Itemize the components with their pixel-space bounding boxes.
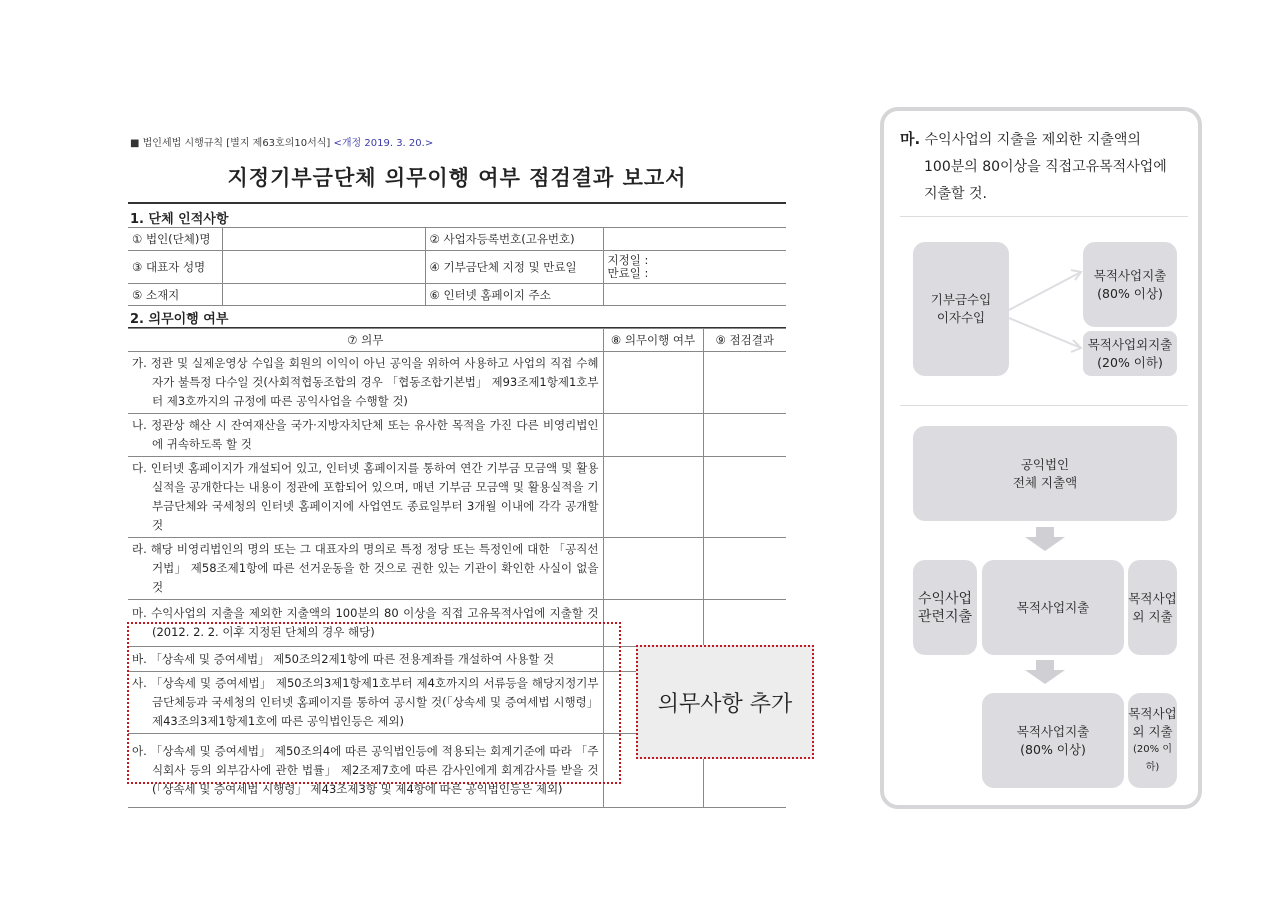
duty-ra: 라. 해당 비영리법인의 명의 또는 그 대표자의 명의로 특정 정당 또는 특정인에 대한 「공직선거법」 제58조제1항에 따른 선거운동을 한 것으로 권한 있는 기관이 확인한 사실이 없을 것: [128, 538, 603, 600]
section1-heading: 1. 단체 인적사항: [130, 212, 229, 227]
compliance-cell[interactable]: [603, 457, 703, 538]
box-text: 외 지출: [1132, 723, 1173, 739]
label-rep: ③ 대표자 성명: [128, 251, 222, 284]
box-text: 목적사업: [1128, 590, 1177, 606]
panel-divider: [900, 405, 1188, 406]
purpose-spending-box: [1083, 242, 1177, 327]
label-regno: ② 사업자등록번호(고유번호): [425, 228, 603, 251]
designated-date: 지정일 :: [607, 253, 649, 267]
section2-heading: 2. 의무이행 여부: [130, 312, 229, 327]
box-text: 관련지출: [917, 608, 973, 625]
purpose-box: [982, 560, 1124, 655]
label-dates: ④ 기부금단체 지정 및 만료일: [425, 251, 603, 284]
added-duties-callout: 의무사항 추가: [636, 645, 814, 759]
panel-label: 마.: [900, 130, 921, 148]
page-title: 지정기부금단체 의무이행 여부 점검결과 보고서: [227, 166, 687, 190]
label-name: ① 법인(단체)명: [128, 228, 222, 251]
col-result: ⑨ 점검결과: [703, 329, 786, 352]
label-address: ⑤ 소재지: [128, 284, 222, 306]
purpose-80-box: [982, 693, 1124, 788]
form-reference-text: ■ 법인세법 시행규칙 [별지 제63호의10서식]: [130, 138, 331, 149]
box-text: 전체 지출액: [1012, 474, 1078, 490]
divider: [128, 202, 786, 204]
panel-divider: [900, 216, 1188, 217]
non-purpose-box: [1128, 560, 1177, 655]
box-text: 목적사업: [1128, 705, 1177, 721]
split-arrows-icon: [1009, 260, 1085, 360]
box-text: (20% 이하): [1133, 743, 1172, 773]
duty-ba: 바. 「상속세 및 증여세법」 제50조의2제1항에 따른 전용계좌를 개설하여 사용할 것: [128, 647, 603, 672]
box-text: 목적사업지출: [1016, 599, 1090, 615]
panel-line: 수익사업의 지출을 제외한 지출액의: [924, 132, 1141, 148]
compliance-cell[interactable]: [603, 414, 703, 457]
box-text: 기부금수입: [930, 292, 992, 307]
box-text: 목적사업외지출: [1087, 336, 1173, 352]
address-field[interactable]: [222, 284, 425, 306]
panel-line: 100분의 80이상을 직접고유목적사업에: [924, 159, 1167, 175]
income-box: [913, 242, 1009, 376]
rep-field[interactable]: [222, 251, 425, 284]
box-text: 목적사업지출: [1016, 723, 1090, 739]
dates-field[interactable]: [603, 251, 786, 284]
duty-ma: 마. 수익사업의 지출을 제외한 지출액의 100분의 80 이상을 직접 고유목적사업에 지출할 것(2012. 2. 2. 이후 지정된 단체의 경우 해당): [128, 600, 603, 647]
box-text: 외 지출: [1132, 608, 1173, 624]
box-text: (20% 이하): [1097, 354, 1163, 370]
total-spending-box: [913, 426, 1177, 521]
regno-field[interactable]: [603, 228, 786, 251]
col-compliance: ⑧ 의무이행 여부: [603, 329, 703, 352]
expiry-date: 만료일 :: [607, 266, 649, 280]
form-reference: [130, 134, 433, 149]
box-text: (80% 이상): [1097, 285, 1163, 301]
info-table: [128, 227, 786, 306]
box-text: 수익사업: [917, 590, 973, 607]
down-arrow-icon: [1025, 537, 1065, 551]
result-cell[interactable]: [703, 600, 786, 647]
box-text: 목적사업지출: [1093, 267, 1167, 283]
added-duties-highlight: [127, 622, 621, 784]
duty-na: 나. 정관상 해산 시 잔여재산을 국가·지방자치단체 또는 유사한 목적을 가진 다른 비영리법인에 귀속하도록 할 것: [128, 414, 603, 457]
label-homepage: ⑥ 인터넷 홈페이지 주소: [425, 284, 603, 306]
duty-a: 아. 「상속세 및 증여세법」 제50조의4에 따른 공익법인등에 적용되는 회계기준에 따라 「주식회사 등의 외부감사에 관한 법률」 제2조제7호에 따른 감사인에게 회계감사를 받을 것(「상속세 및 증여세법 시행령」 제43조제3항 및 제4항에 따른 공익법인등은 제외): [128, 734, 603, 808]
compliance-cell[interactable]: [603, 352, 703, 414]
other-spending-box: [1083, 331, 1177, 376]
duty-da: 다. 인터넷 홈페이지가 개설되어 있고, 인터넷 홈페이지를 통하여 연간 기부금 모금액 및 활용실적을 공개한다는 내용이 정관에 포함되어 있으며, 매년 기부금 모금액 및 활용실적을 기부금단체와 국세청의 인터넷 홈페이지에 사업연도 종료일부터 3개월 이내에 각각 공개할 것: [128, 457, 603, 538]
panel-text: [900, 126, 1167, 208]
duty-sa: 사. 「상속세 및 증여세법」 제50조의3제1항제1호부터 제4호까지의 서류등을 해당지정기부금단체등과 국세청의 인터넷 홈페이지를 통하여 공시할 것(「상속세 및 증여세법 시행령」 제43조의3제1항제1호에 따른 공익법인등은 제외): [128, 672, 603, 734]
result-cell[interactable]: [703, 457, 786, 538]
result-cell[interactable]: [703, 414, 786, 457]
non-purpose-20-box: [1128, 693, 1177, 788]
compliance-cell[interactable]: [603, 538, 703, 600]
result-cell[interactable]: [703, 352, 786, 414]
panel-line: 지출할 것.: [924, 186, 987, 202]
profit-spending-box: [913, 560, 977, 655]
box-text: (80% 이상): [1020, 741, 1086, 757]
revision-date: <개정 2019. 3. 20.>: [333, 138, 434, 149]
duty-ga: 가. 정관 및 실제운영상 수입을 회원의 이익이 아닌 공익을 위하여 사용하고 사업의 직접 수혜자가 불특정 다수일 것(사회적협동조합의 경우 「협동조합기본법」 제93조제1항제1호부터 제3호까지의 규정에 따른 공익사업을 수행할 것): [128, 352, 603, 414]
homepage-field[interactable]: [603, 284, 786, 306]
col-duty: ⑦ 의무: [128, 329, 603, 352]
down-arrow-icon: [1025, 670, 1065, 684]
box-text: 공익법인: [1020, 456, 1070, 472]
name-field[interactable]: [222, 228, 425, 251]
result-cell[interactable]: [703, 538, 786, 600]
box-text: 이자수입: [936, 310, 986, 325]
